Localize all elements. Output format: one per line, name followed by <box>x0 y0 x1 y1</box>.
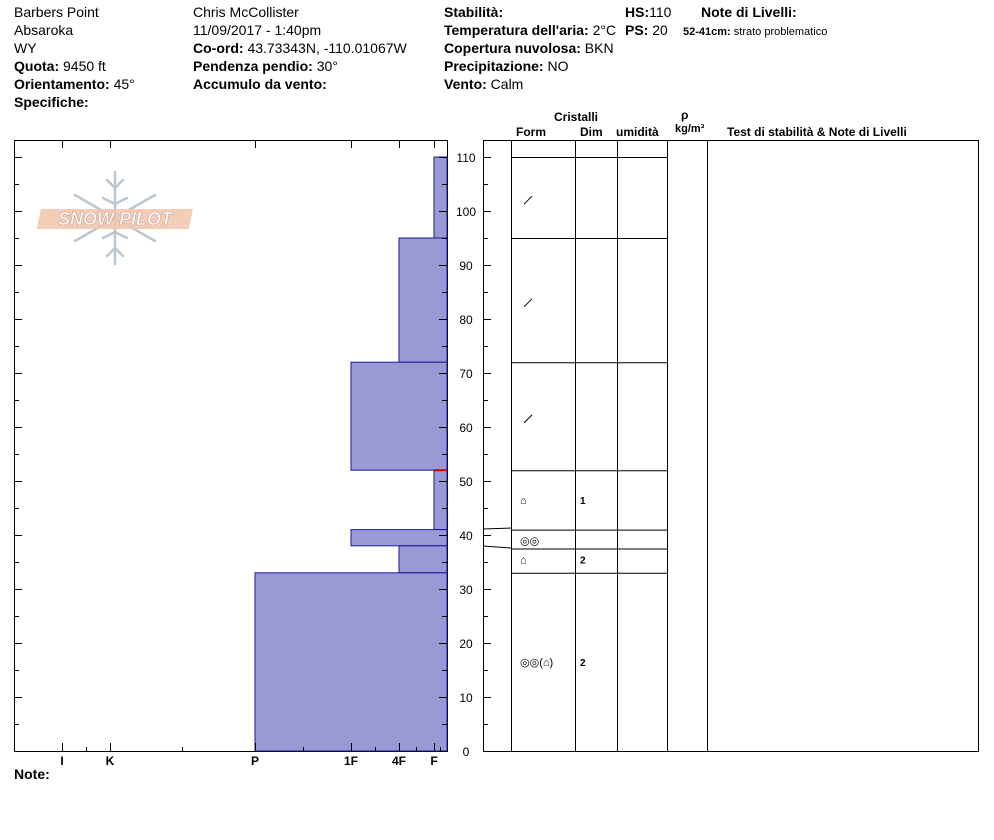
specifics-label: Specifiche: <box>14 94 89 110</box>
stability-label: Stabilità: <box>444 4 504 20</box>
hardness-layer <box>255 573 447 751</box>
elevation-value: 9450 ft <box>63 58 106 74</box>
boundary-connector <box>483 528 511 529</box>
wind-value: Calm <box>490 76 524 92</box>
hardness-tick-label: K <box>105 754 115 768</box>
wind-label: Vento: <box>444 76 487 92</box>
depth-tick-label: 0 <box>462 745 470 759</box>
depth-tick-label: 30 <box>459 583 473 597</box>
cloud-label: Copertura nuvolosa: <box>444 40 581 56</box>
crystal-size: 2 <box>580 657 586 669</box>
crystal-size: 1 <box>580 495 586 507</box>
logo-text: SNOW PILOT <box>58 209 172 229</box>
hardness-layer <box>434 470 447 529</box>
crystal-entries <box>520 196 586 669</box>
hardness-layers <box>255 157 447 751</box>
aspect-value: 45° <box>113 76 135 92</box>
hs-label: HS: <box>625 4 650 20</box>
density-unit: kg/m³ <box>675 123 705 135</box>
hardness-tick-label: P <box>250 754 260 768</box>
ps-value: 20 <box>652 22 668 38</box>
crystal-form-symbol: ⌂ <box>520 494 527 507</box>
elevation-label: Quota: <box>14 58 60 74</box>
moisture-header: umidità <box>616 125 659 139</box>
location: Barbers Point <box>14 4 99 20</box>
air-temp-label: Temperatura dell'aria: <box>444 22 589 38</box>
depth-tick-label: 40 <box>459 529 473 543</box>
crystal-form-symbol <box>524 196 532 204</box>
coord-value: 43.73343N, -110.01067W <box>247 40 407 56</box>
depth-tick-label: 80 <box>459 313 473 327</box>
hardness-layer <box>399 546 447 573</box>
slope-label: Pendenza pendio: <box>193 58 313 74</box>
depth-tick-label: 60 <box>459 421 473 435</box>
depth-tick-label: 10 <box>459 691 473 705</box>
aspect-label: Orientamento: <box>14 76 110 92</box>
crystals-header: Cristalli <box>554 110 599 124</box>
form-header: Form <box>516 125 546 139</box>
air-temp-value: 2°C <box>592 22 617 38</box>
state: WY <box>14 40 37 56</box>
depth-tick-label: 70 <box>459 367 473 381</box>
hardness-layer <box>434 157 447 238</box>
depth-tick-label: 50 <box>459 475 473 489</box>
snow-pilot-logo <box>37 172 193 264</box>
coord-label: Co-ord: <box>193 40 244 56</box>
crystal-form-symbol: ⌂ <box>520 554 527 567</box>
hardness-layer <box>399 238 447 362</box>
depth-tick-label: 90 <box>459 259 473 273</box>
hardness-tick-label: 1F <box>343 754 359 768</box>
precip-value: NO <box>547 58 569 74</box>
hardness-tick-label: I <box>60 754 64 768</box>
slope-value: 30° <box>316 58 338 74</box>
density-symbol: ρ <box>681 108 689 122</box>
range: Absaroka <box>14 22 74 38</box>
hardness-tick-label: F <box>430 754 438 768</box>
layer-notes-label: Note di Livelli: <box>701 4 797 20</box>
datetime: 11/09/2017 - 1:40pm <box>193 22 322 38</box>
depth-tick-label: 100 <box>455 205 477 219</box>
crystal-size: 2 <box>580 555 586 567</box>
stability-notes-header: Test di stabilità & Note di Livelli <box>727 125 907 139</box>
size-header: Dim <box>580 125 603 139</box>
crystal-form-symbol: ◎◎ <box>520 535 540 548</box>
layer-table <box>484 141 979 752</box>
layer-note-range: 52-41cm: <box>683 26 731 38</box>
ps-label: PS: <box>625 22 649 38</box>
hardness-layer <box>351 362 447 470</box>
depth-tick-label: 110 <box>456 151 476 165</box>
crystal-form-symbol <box>524 415 532 423</box>
notes-label: Note: <box>14 766 50 782</box>
observer: Chris McCollister <box>193 4 299 20</box>
precip-label: Precipitazione: <box>444 58 544 74</box>
boundary-connector <box>483 546 511 548</box>
hs-value: 110 <box>649 4 672 20</box>
crystal-form-symbol: ◎◎(⌂) <box>520 656 554 669</box>
cloud-value: BKN <box>584 40 614 56</box>
crystal-form-symbol <box>524 299 532 307</box>
hardness-layer <box>351 530 447 546</box>
wind-loading-label: Accumulo da vento: <box>193 76 327 92</box>
depth-tick-label: 20 <box>459 637 473 651</box>
layer-note-text: strato problematico <box>733 26 828 38</box>
hardness-tick-label: 4F <box>391 754 407 768</box>
